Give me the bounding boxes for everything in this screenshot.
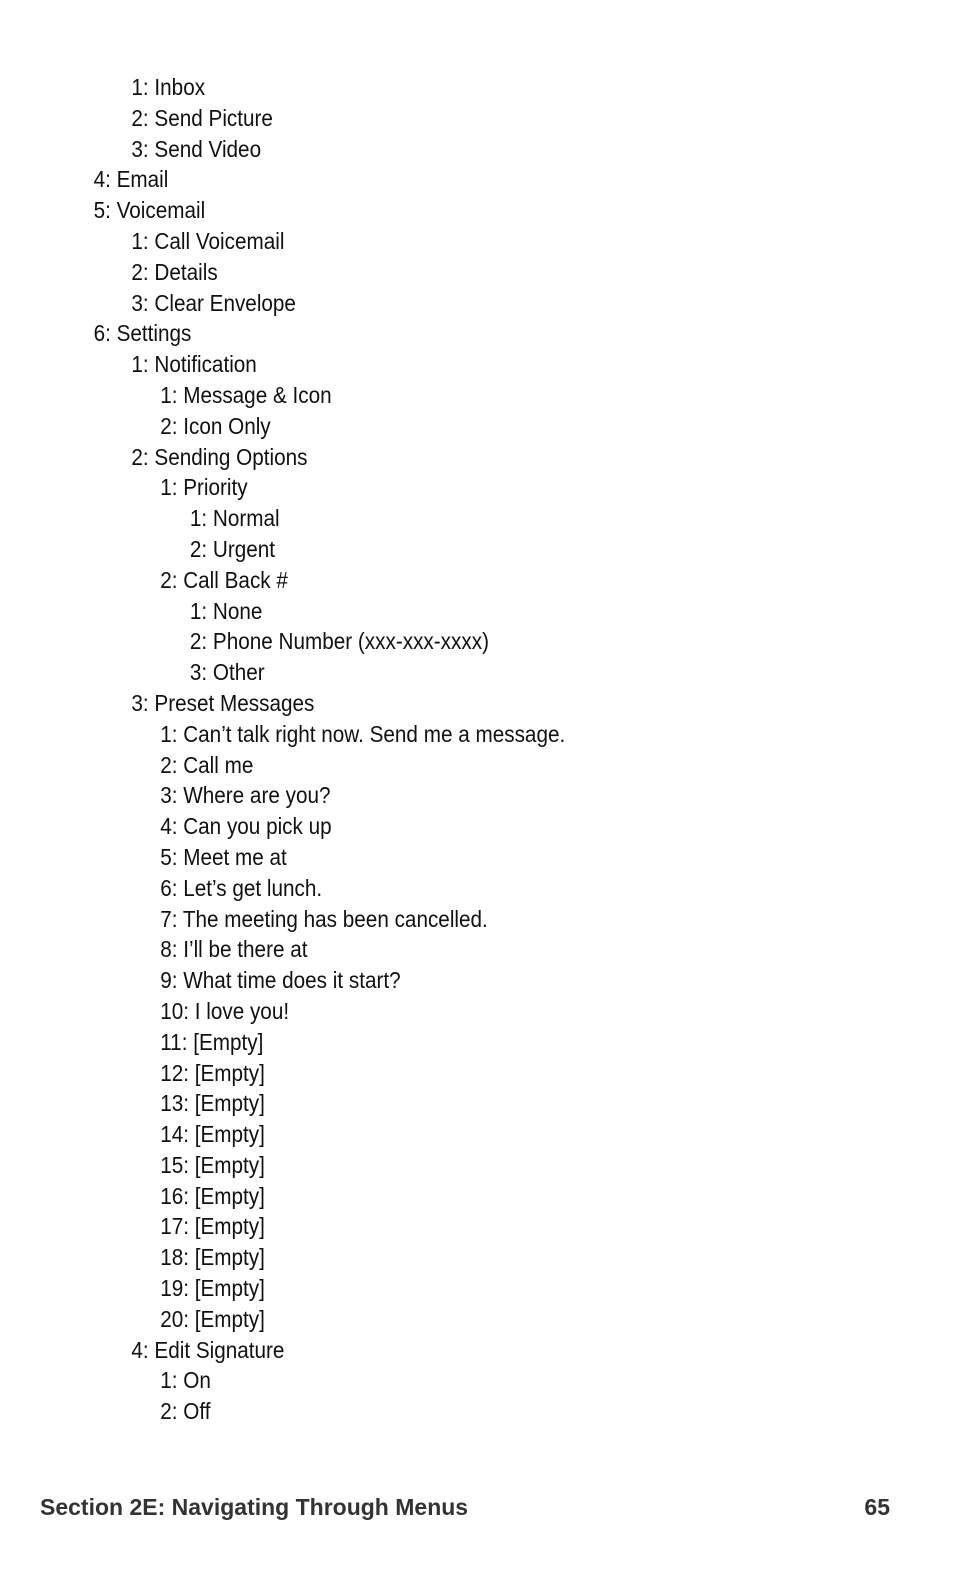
menu-item: 2: Icon Only [160, 412, 271, 439]
menu-item: 18: [Empty] [160, 1244, 265, 1271]
menu-item: 2: Off [160, 1398, 211, 1425]
menu-item: 3: Clear Envelope [131, 289, 296, 316]
menu-item: 6: Let’s get lunch. [160, 874, 323, 901]
menu-item: 9: What time does it start? [160, 967, 401, 994]
menu-item: 1: Can’t talk right now. Send me a message. [160, 720, 566, 747]
menu-item: 2: Send Picture [131, 104, 273, 131]
menu-item: 12: [Empty] [160, 1059, 265, 1086]
menu-item: 4: Can you pick up [160, 813, 332, 840]
menu-item: 10: I love you! [160, 997, 290, 1024]
menu-item: 1: Notification [131, 351, 257, 378]
menu-item: 3: Send Video [131, 135, 262, 162]
section-title: Section 2E: Navigating Through Menus [40, 1494, 469, 1520]
menu-item: 4: Edit Signature [131, 1336, 285, 1363]
menu-item: 8: I’ll be there at [160, 936, 308, 963]
menu-item: 5: Voicemail [93, 197, 206, 224]
menu-item: 5: Meet me at [160, 843, 287, 870]
page-number: 65 [864, 1494, 890, 1520]
menu-item: 1: Priority [160, 474, 248, 501]
menu-item: 1: Message & Icon [160, 381, 332, 408]
menu-item: 6: Settings [93, 320, 192, 347]
menu-item: 2: Phone Number (xxx-xxx-xxxx) [189, 628, 489, 655]
menu-item: 17: [Empty] [160, 1213, 265, 1240]
menu-item: 7: The meeting has been cancelled. [160, 905, 488, 932]
menu-item: 15: [Empty] [160, 1151, 265, 1178]
menu-item: 2: Details [131, 258, 218, 285]
menu-item: 2: Call Back # [160, 566, 288, 593]
menu-item: 19: [Empty] [160, 1275, 265, 1302]
menu-item: 3: Preset Messages [131, 689, 315, 716]
menu-item: 1: Inbox [131, 74, 206, 100]
menu-item: 2: Sending Options [131, 443, 308, 470]
menu-item: 1: On [160, 1367, 211, 1394]
menu-item: 2: Urgent [189, 535, 276, 562]
menu-item: 11: [Empty] [160, 1028, 264, 1055]
menu-item: 16: [Empty] [160, 1182, 265, 1209]
menu-item: 3: Other [189, 659, 265, 686]
menu-item: 13: [Empty] [160, 1090, 265, 1117]
menu-item: 1: Call Voicemail [131, 227, 285, 254]
menu-item: 1: None [189, 597, 263, 624]
menu-item: 1: Normal [189, 505, 280, 532]
menu-item: 20: [Empty] [160, 1305, 265, 1332]
menu-item: 3: Where are you? [160, 782, 331, 809]
menu-item: 2: Call me [160, 751, 254, 778]
menu-outline [0, 72, 628, 1427]
page-footer [40, 1494, 890, 1521]
menu-item: 4: Email [93, 166, 169, 193]
menu-item: 14: [Empty] [160, 1121, 265, 1148]
